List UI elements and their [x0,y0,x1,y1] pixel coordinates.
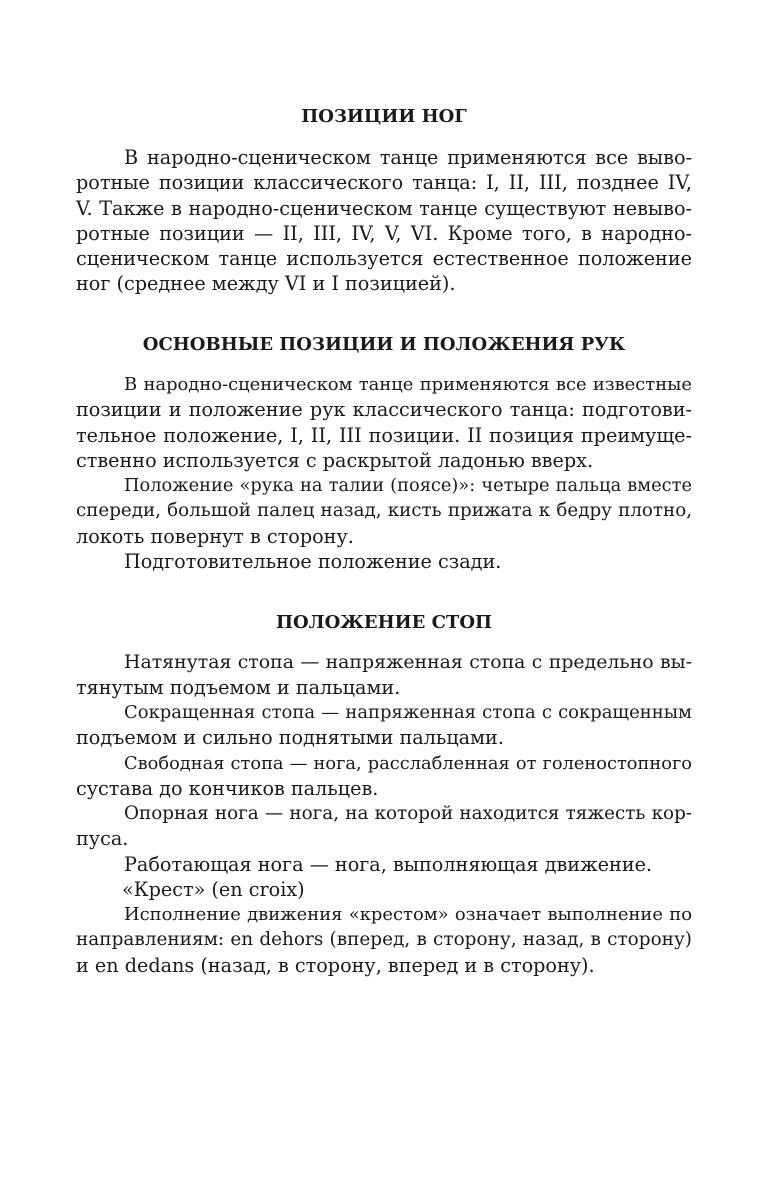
paragraph-working-leg [76,852,692,877]
text-line: ротные позиции — II, III, IV, V, VI. Кроме того, в народно- [76,221,692,245]
text-line: локоть повернут в сторону. [76,524,354,548]
paragraph-leg-positions [76,145,692,297]
text-line: направлениям: en dehors (вперед, в сторону, назад, в сторону) [76,929,692,951]
text-line: пуса. [76,827,129,851]
text-line: ственно используется с раскрытой ладонью вверх. [76,448,594,472]
text-line: Подготовительное положение сзади. [124,550,502,573]
text-line: В народно-сценическом танце применяются все известные [124,374,692,395]
paragraph-hand-on-waist [76,473,692,549]
paragraph-supporting-leg [76,801,692,852]
text-line: сценическом танце используется естественное положение [76,247,692,271]
paragraph-arm-positions [76,372,692,473]
text-line: подъемом и сильно поднятыми пальцами. [76,726,504,750]
paragraph-pointed-foot [76,650,692,701]
text-line: V. Также в народно-сценическом танце существуют невыво- [76,196,692,220]
section-heading-foot-positions: ПОЛОЖЕНИЕ СТОП [275,612,492,633]
text-line: Опорная нога — нога, на которой находится тяжесть кор- [124,803,692,824]
text-line: позиции и положение рук классического танца: подготови- [76,398,692,422]
text-line: Свободная стопа — нога, расслабленная от голеностопного [124,753,692,774]
text-line: Сокращенная стопа — напряженная стопа с сокращенным [124,702,692,723]
text-line: сустава до кончиков пальцев. [76,777,379,801]
paragraph-en-croix [76,877,692,902]
paragraph-free-foot [76,751,692,802]
text-line: Натянутая стопа — напряженная стопа с предельно вы- [124,651,692,673]
text-line: «Крест» (en croix) [122,878,305,901]
section-heading-arm-positions: ОСНОВНЫЕ ПОЗИЦИИ И ПОЛОЖЕНИЯ РУК [142,334,626,355]
text-line: тянутым подъемом и пальцами. [76,676,401,700]
text-line: Работающая нога — нога, выполняющая движение. [124,853,653,876]
paragraph-preparatory-position [76,549,692,574]
text-line: В народно-сценическом танце применяются все выво- [124,146,692,169]
text-line: ротные позиции классического танца: I, II, III, позднее IV, [76,171,692,195]
text-line: Исполнение движения «крестом» означает выполнение по [124,904,692,925]
text-line: спереди, большой палец назад, кисть прижата к бедру плотно, [76,500,692,522]
text-line: Положение «рука на талии (поясе)»: четыре пальца вместе [124,475,692,496]
text-line: и en dedans (назад, в сторону, вперед и в сторону). [76,953,595,977]
paragraph-en-croix-description [76,902,692,978]
section-heading-leg-positions: ПОЗИЦИИ НОГ [301,106,467,127]
text-line: тельное положение, I, II, III позиции. II позиция преимуще- [76,423,692,447]
paragraph-flexed-foot [76,700,692,751]
text-line: ног (среднее между VI и I позицией). [76,272,456,296]
